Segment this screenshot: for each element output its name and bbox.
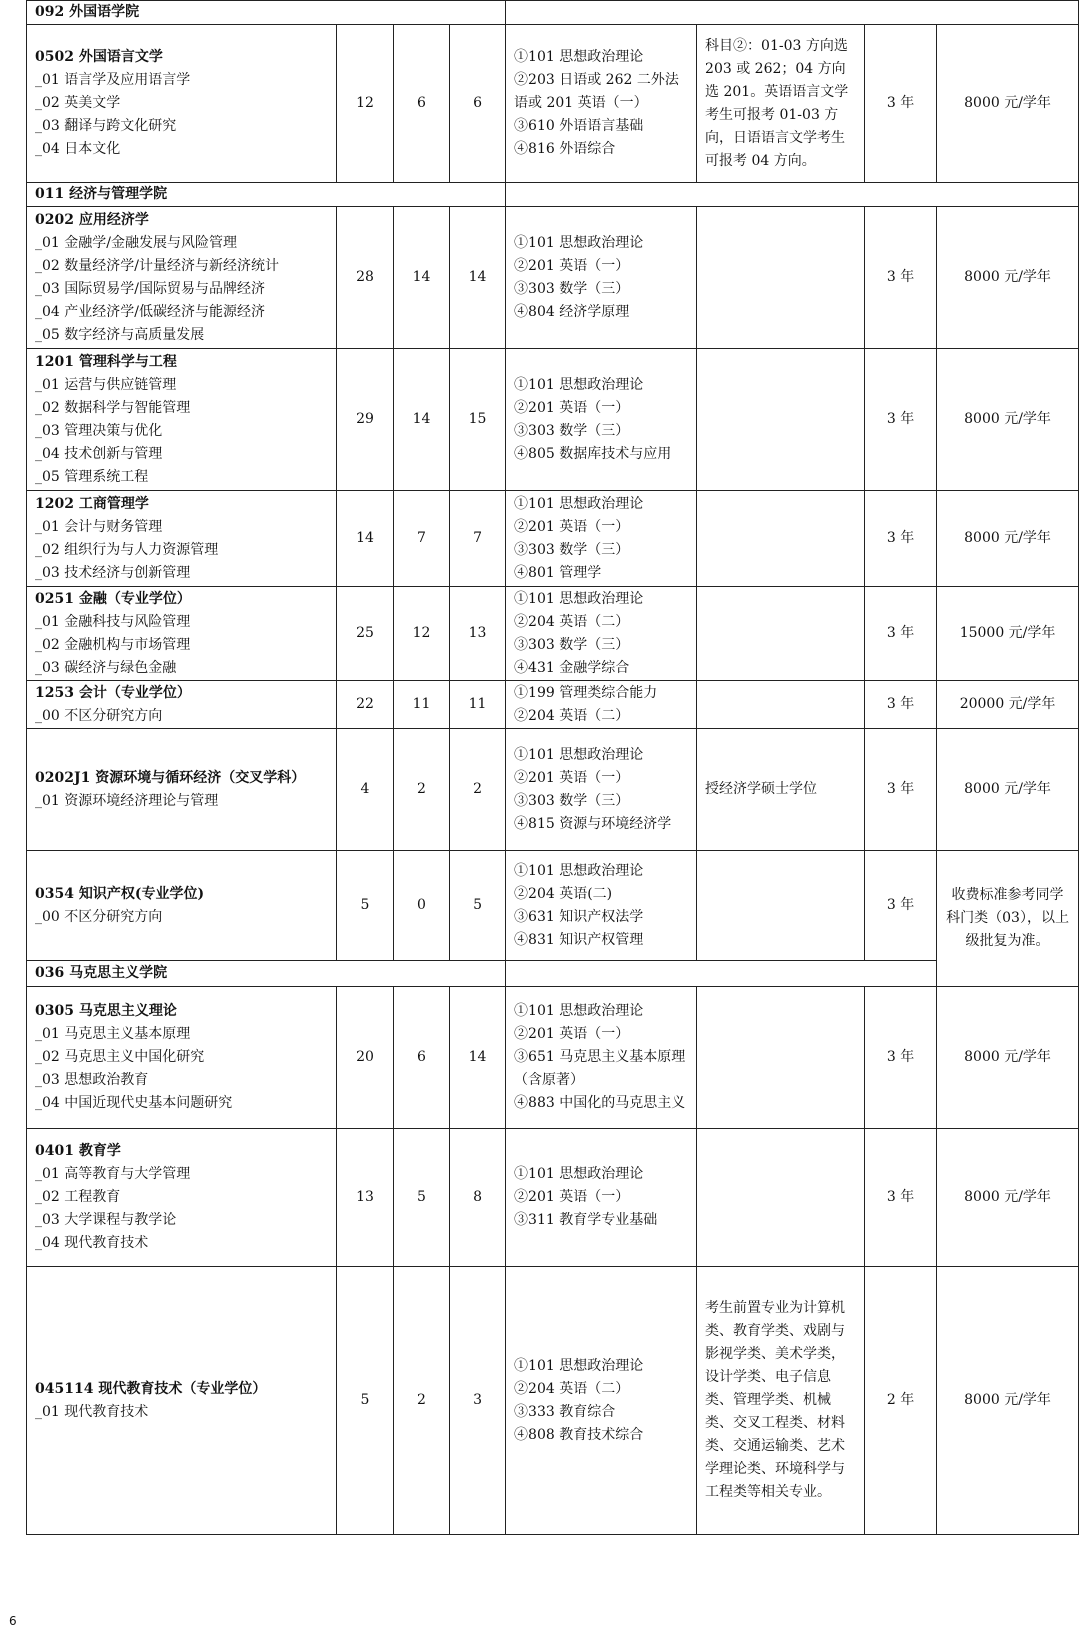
enrollment-col2: 2 [394,1267,450,1535]
tuition-fee: 20000 元/学年 [937,681,1079,729]
enrollment-col3: 7 [450,491,506,587]
exam-subject: ④801 管理学 [514,564,602,581]
tuition-fee: 8000 元/学年 [937,491,1079,587]
exam-subject: ③303 数学（三） [514,636,630,653]
enrollment-total: 14 [337,491,394,587]
tuition-fee: 8000 元/学年 [937,1129,1079,1267]
exam-subject: ④431 金融学综合 [514,659,630,676]
enrollment-total: 25 [337,587,394,681]
tuition-fee: 15000 元/学年 [937,587,1079,681]
study-years: 3 年 [865,987,937,1129]
study-years: 3 年 [865,207,937,349]
college-name: 036 马克思主义学院 [27,961,506,987]
remarks-cell [697,491,865,587]
exam-subject: ①101 思想政治理论 [514,590,644,607]
enrollment-col2: 12 [394,587,450,681]
study-years: 3 年 [865,1129,937,1267]
major-title: 0354 知识产权(专业学位) [35,885,205,902]
research-direction: _04 日本文化 [35,141,121,157]
major-row [27,587,1079,681]
enrollment-total: 5 [337,1267,394,1535]
research-direction: _03 技术经济与创新管理 [35,564,191,581]
exam-subject: ④815 资源与环境经济学 [514,815,672,832]
study-years: 3 年 [865,491,937,587]
major-row [27,207,1079,349]
enrollment-col3: 6 [450,25,506,183]
remarks-cell [697,851,865,961]
study-years: 3 年 [865,25,937,183]
exam-subject: ②201 英语（一） [514,1026,630,1042]
exam-subjects-cell [506,25,697,183]
major-title: 0251 金融（专业学位） [35,590,191,607]
enrollment-col3: 14 [450,207,506,349]
tuition-fee: 收费标准参考同学科门类（03），以上级批复为准。 [937,851,1079,987]
enrollment-col2: 6 [394,25,450,183]
remarks-cell: 科目②：01-03 方向选 203 或 262；04 方向选 201。英语语言文学考生可报考 01-03 方向，日语语言文学考生可报考 04 方向。 [697,25,865,183]
tuition-fee: 8000 元/学年 [937,207,1079,349]
table-body [27,1,1079,1535]
research-direction: _05 数字经济与高质量发展 [35,326,205,343]
enrollment-col2: 5 [394,1129,450,1267]
tuition-fee: 8000 元/学年 [937,349,1079,491]
research-direction: _02 英美文学 [35,95,121,111]
major-title: 0401 教育学 [35,1143,121,1159]
study-years: 3 年 [865,681,937,729]
admissions-table [26,0,1079,1535]
remarks-cell [697,1129,865,1267]
major-row [27,25,1079,183]
enrollment-col2: 14 [394,207,450,349]
college-name: 092 外国语学院 [27,1,506,25]
exam-subject: ④831 知识产权管理 [514,931,644,948]
exam-subject: ③333 教育综合 [514,1403,616,1420]
research-direction: _03 国际贸易学/国际贸易与品牌经济 [35,280,265,297]
exam-subject: ①101 思想政治理论 [514,746,644,763]
major-cell [27,851,337,961]
exam-subject: ④808 教育技术综合 [514,1426,644,1443]
research-direction: _02 工程教育 [35,1189,121,1205]
enrollment-col2: 14 [394,349,450,491]
exam-subjects-cell [506,349,697,491]
enrollment-total: 29 [337,349,394,491]
study-years: 3 年 [865,851,937,961]
enrollment-col2: 11 [394,681,450,729]
research-direction: _04 技术创新与管理 [35,445,163,462]
exam-subjects-cell [506,587,697,681]
exam-subject: ④883 中国化的马克思主义 [514,1095,686,1111]
research-direction: _01 金融学/金融发展与风险管理 [35,234,237,251]
tuition-fee: 8000 元/学年 [937,987,1079,1129]
exam-subject: ①101 思想政治理论 [514,1166,644,1182]
major-title: 0305 马克思主义理论 [35,1003,177,1019]
study-years: 3 年 [865,349,937,491]
exam-subject: ①101 思想政治理论 [514,1357,644,1374]
enrollment-col3: 5 [450,851,506,961]
enrollment-total: 20 [337,987,394,1129]
enrollment-col3: 14 [450,987,506,1129]
major-title: 0202 应用经济学 [35,211,149,228]
major-row [27,681,1079,729]
remarks-cell [697,987,865,1129]
research-direction: _02 数量经济学/计量经济与新经济统计 [35,257,279,274]
research-direction: _04 现代教育技术 [35,1235,149,1251]
research-direction: _05 管理系统工程 [35,468,149,485]
research-direction: _04 产业经济学/低碳经济与能源经济 [35,303,265,320]
exam-subjects-cell [506,491,697,587]
exam-subject: ②203 日语或 262 二外法语或 201 英语（一） [514,72,679,111]
research-direction: _01 语言学及应用语言学 [35,72,191,88]
exam-subject: ②204 英语（二） [514,613,630,630]
research-direction: _03 大学课程与教学论 [35,1212,177,1228]
exam-subject: ①101 思想政治理论 [514,862,644,879]
college-row-spacer [506,183,1079,207]
exam-subject: ③631 知识产权法学 [514,908,644,925]
research-direction: _04 中国近现代史基本问题研究 [35,1095,233,1111]
major-row [27,1267,1079,1535]
enrollment-col3: 3 [450,1267,506,1535]
major-title: 1202 工商管理学 [35,495,149,512]
exam-subjects-cell [506,681,697,729]
exam-subject: ③311 教育学专业基础 [514,1212,658,1228]
major-title: 0202J1 资源环境与循环经济（交叉学科） [35,769,306,786]
major-cell [27,1129,337,1267]
exam-subjects-cell [506,1267,697,1535]
exam-subject: ②204 英语(二) [514,885,613,902]
enrollment-total: 5 [337,851,394,961]
research-direction: _03 思想政治教育 [35,1072,149,1088]
college-name: 011 经济与管理学院 [27,183,506,207]
research-direction: _00 不区分研究方向 [35,707,163,724]
college-row [27,183,1079,207]
remarks-cell [697,349,865,491]
major-row [27,349,1079,491]
enrollment-total: 13 [337,1129,394,1267]
exam-subject: ③303 数学（三） [514,792,630,809]
major-cell [27,207,337,349]
exam-subjects-cell [506,729,697,851]
major-cell [27,681,337,729]
major-title: 1253 会计（专业学位） [35,684,191,701]
research-direction: _03 翻译与跨文化研究 [35,118,177,134]
exam-subject: ②204 英语（二） [514,707,630,724]
major-cell [27,729,337,851]
exam-subject: ②201 英语（一） [514,257,630,274]
study-years: 3 年 [865,729,937,851]
remarks-cell: 考生前置专业为计算机类、教育学类、戏剧与影视学类、美术学类，设计学类、电子信息类、管理学类、机械类、交叉工程类、材料类、交通运输类、艺术学理论类、环境科学与工程类等相关专业。 [697,1267,865,1535]
research-direction: _01 运营与供应链管理 [35,376,177,393]
exam-subjects-cell [506,851,697,961]
remarks-cell [697,681,865,729]
exam-subject: ①199 管理类综合能力 [514,684,658,701]
research-direction: _02 金融机构与市场管理 [35,636,191,653]
enrollment-col2: 6 [394,987,450,1129]
exam-subjects-cell [506,1129,697,1267]
research-direction: _00 不区分研究方向 [35,908,163,925]
exam-subject: ①101 思想政治理论 [514,234,644,251]
remarks-cell [697,207,865,349]
exam-subject: ②204 英语（二） [514,1380,630,1397]
enrollment-col3: 8 [450,1129,506,1267]
research-direction: _03 管理决策与优化 [35,422,163,439]
enrollment-col2: 0 [394,851,450,961]
research-direction: _02 数据科学与智能管理 [35,399,191,416]
exam-subject: ①101 思想政治理论 [514,376,644,393]
exam-subject: ②201 英语（一） [514,518,630,535]
enrollment-total: 4 [337,729,394,851]
exam-subject: ①101 思想政治理论 [514,1003,644,1019]
major-cell [27,491,337,587]
enrollment-total: 28 [337,207,394,349]
college-row-spacer [506,1,1079,25]
exam-subject: ④804 经济学原理 [514,303,630,320]
exam-subjects-cell [506,987,697,1129]
research-direction: _01 马克思主义基本原理 [35,1026,191,1042]
exam-subject: ③651 马克思主义基本原理（含原著） [514,1049,686,1088]
major-row [27,1129,1079,1267]
exam-subject: ①101 思想政治理论 [514,49,644,65]
major-row [27,729,1079,851]
research-direction: _01 会计与财务管理 [35,518,163,535]
exam-subject: ②201 英语（一） [514,769,630,786]
major-row [27,987,1079,1129]
enrollment-total: 22 [337,681,394,729]
major-title: 1201 管理科学与工程 [35,353,177,370]
research-direction: _01 高等教育与大学管理 [35,1166,191,1182]
exam-subject: ②201 英语（一） [514,1189,630,1205]
enrollment-col3: 15 [450,349,506,491]
enrollment-col2: 7 [394,491,450,587]
research-direction: _02 马克思主义中国化研究 [35,1049,205,1065]
study-years: 3 年 [865,587,937,681]
college-row [27,1,1079,25]
major-cell [27,587,337,681]
major-row [27,491,1079,587]
remarks-cell [697,587,865,681]
enrollment-col2: 2 [394,729,450,851]
research-direction: _02 组织行为与人力资源管理 [35,541,219,558]
exam-subject: ③303 数学（三） [514,280,630,297]
tuition-fee: 8000 元/学年 [937,25,1079,183]
exam-subject: ②201 英语（一） [514,399,630,416]
exam-subject: ④805 数据库技术与应用 [514,445,672,462]
major-cell [27,1267,337,1535]
major-title: 0502 外国语言文学 [35,49,163,65]
enrollment-col3: 13 [450,587,506,681]
exam-subjects-cell [506,207,697,349]
major-cell [27,25,337,183]
exam-subject: ③303 数学（三） [514,541,630,558]
exam-subject: ③610 外语语言基础 [514,118,644,134]
major-row [27,851,1079,961]
exam-subject: ④816 外语综合 [514,141,616,157]
exam-subject: ①101 思想政治理论 [514,495,644,512]
major-cell [27,349,337,491]
research-direction: _03 碳经济与绿色金融 [35,659,177,676]
tuition-fee: 8000 元/学年 [937,1267,1079,1535]
major-title: 045114 现代教育技术（专业学位） [35,1380,267,1397]
exam-subject: ③303 数学（三） [514,422,630,439]
page-number: 6 [9,1614,17,1628]
remarks-cell: 授经济学硕士学位 [697,729,865,851]
research-direction: _01 现代教育技术 [35,1403,149,1420]
research-direction: _01 金融科技与风险管理 [35,613,191,630]
major-cell [27,987,337,1129]
enrollment-col3: 11 [450,681,506,729]
research-direction: _01 资源环境经济理论与管理 [35,792,219,809]
college-row-spacer [506,961,937,987]
tuition-fee: 8000 元/学年 [937,729,1079,851]
enrollment-col3: 2 [450,729,506,851]
study-years: 2 年 [865,1267,937,1535]
enrollment-total: 12 [337,25,394,183]
college-row [27,961,1079,987]
